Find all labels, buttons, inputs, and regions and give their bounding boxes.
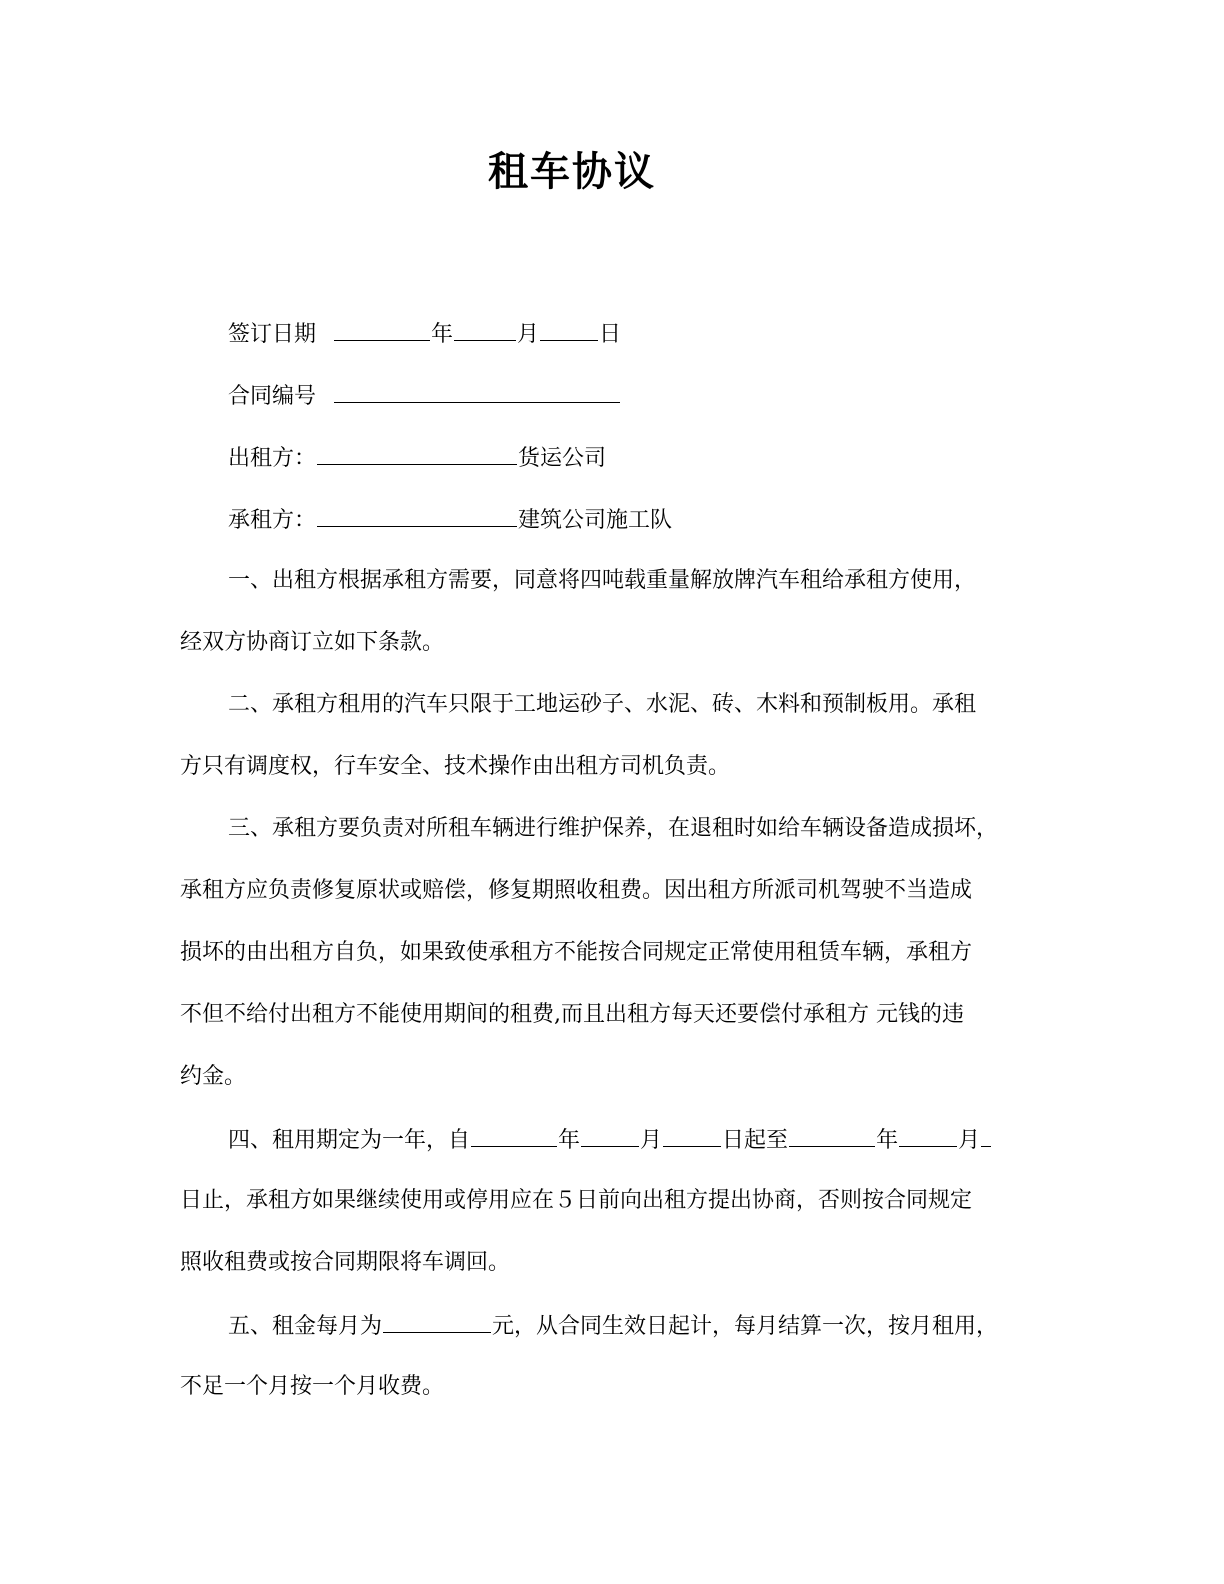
sign-date-line xyxy=(228,318,1098,350)
lessor-suffix: 货运公司 xyxy=(518,446,607,471)
document-title: 租车协议 xyxy=(488,149,656,195)
clause-3-line-4: 不但不给付出租方不能使用期间的租费,而且出租方每天还要偿付承租方 元钱的违 xyxy=(180,1002,964,1027)
contract-number-label: 合同编号 xyxy=(228,384,317,409)
clause-2-line-1: 二、承租方租用的汽车只限于工地运砂子、水泥、砖、木料和预制板用。承租 xyxy=(228,692,977,717)
clause-3-line-1: 三、承租方要负责对所租车辆进行维护保养，在退租时如给车辆设备造成损坏， xyxy=(228,816,999,841)
end-year-label: 年 xyxy=(876,1128,899,1153)
clause-4-line-2: 日止，承租方如果继续使用或停用应在５日前向出租方提出协商，否则按合同规定 xyxy=(180,1188,973,1213)
end-month-blank[interactable] xyxy=(899,1124,957,1147)
lessor-line xyxy=(228,442,1098,474)
start-year-label: 年 xyxy=(558,1128,581,1153)
lessee-label: 承租方： xyxy=(228,508,317,533)
clause-3-line-2: 承租方应负责修复原状或赔偿，修复期照收租费。因出租方所派司机驾驶不当造成 xyxy=(180,878,973,903)
clause-4-line-3: 照收租费或按合同期限将车调回。 xyxy=(180,1250,511,1275)
day-blank[interactable] xyxy=(540,318,598,341)
sign-date-label: 签订日期 xyxy=(228,322,317,347)
clause-4-line-1 xyxy=(228,1124,1098,1156)
year-blank[interactable] xyxy=(334,318,430,341)
clause-2-line-2: 方只有调度权，行车安全、技术操作由出租方司机负责。 xyxy=(180,754,731,779)
day-label: 日 xyxy=(599,322,622,347)
start-year-blank[interactable] xyxy=(471,1124,557,1147)
clause-5-line-1 xyxy=(228,1310,1098,1342)
clause-5-line-2: 不足一个月按一个月收费。 xyxy=(180,1374,445,1399)
lessee-line xyxy=(228,504,1098,536)
clause-5-prefix: 五、租金每月为 xyxy=(228,1314,383,1339)
end-year-blank[interactable] xyxy=(789,1124,875,1147)
contract-number-blank[interactable] xyxy=(334,380,620,403)
lessor-label: 出租方： xyxy=(228,446,317,471)
clause-3-line-3: 损坏的由出租方自负，如果致使承租方不能按合同规定正常使用租赁车辆，承租方 xyxy=(180,940,973,965)
year-label: 年 xyxy=(431,322,454,347)
lessee-suffix: 建筑公司施工队 xyxy=(518,508,673,533)
rent-amount-blank[interactable] xyxy=(383,1310,491,1333)
lessor-blank[interactable] xyxy=(317,442,517,465)
contract-number-line xyxy=(228,380,1098,412)
month-blank[interactable] xyxy=(454,318,516,341)
month-label: 月 xyxy=(517,322,540,347)
clause-5-suffix: 元，从合同生效日起计，每月结算一次，按月租用， xyxy=(492,1314,999,1339)
end-month-label: 月 xyxy=(958,1128,981,1153)
start-month-blank[interactable] xyxy=(581,1124,639,1147)
start-day-label: 日起至 xyxy=(722,1128,789,1153)
clause-3-line-5: 约金。 xyxy=(180,1064,247,1089)
start-day-blank[interactable] xyxy=(663,1124,721,1147)
start-month-label: 月 xyxy=(640,1128,663,1153)
clause-4-prefix: 四、租用期定为一年，自 xyxy=(228,1128,471,1153)
lessee-blank[interactable] xyxy=(317,504,517,527)
clause-1-line-2: 经双方协商订立如下条款。 xyxy=(180,630,445,655)
end-day-blank[interactable] xyxy=(981,1124,991,1147)
clause-1-line-1: 一、出租方根据承租方需要，同意将四吨载重量解放牌汽车租给承租方使用， xyxy=(228,568,977,593)
